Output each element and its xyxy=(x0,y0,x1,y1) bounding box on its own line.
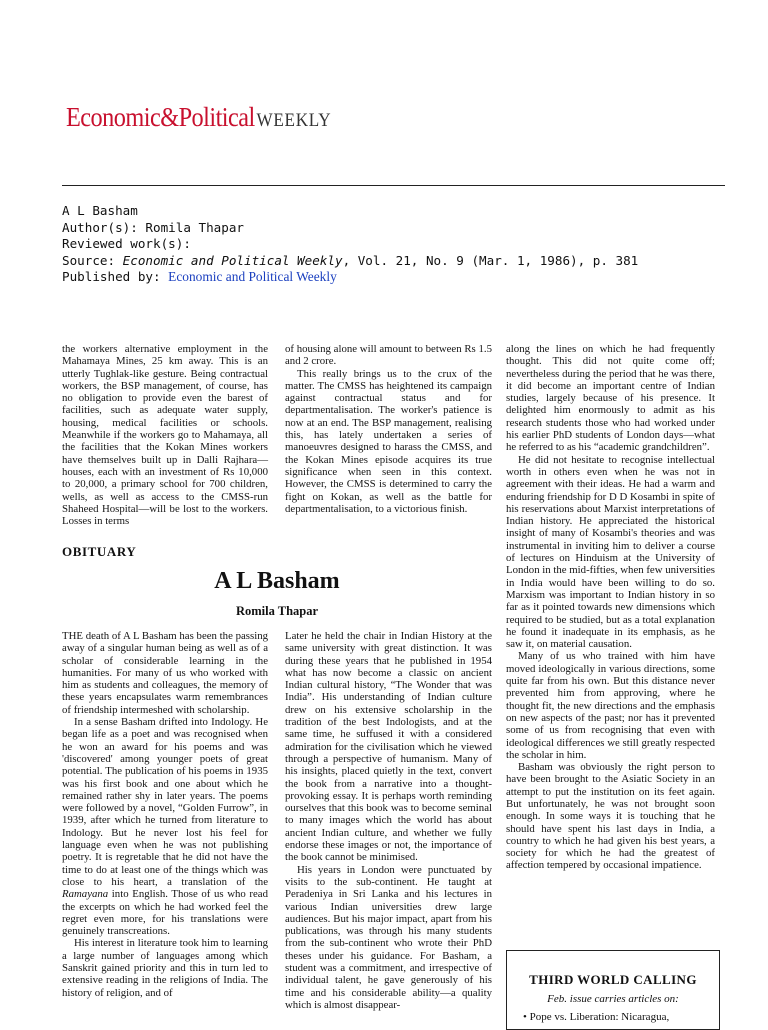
advert-title: THIRD WORLD CALLING xyxy=(529,972,697,987)
masthead-political: Political xyxy=(178,102,255,132)
prev-article-text-col2-b: This really brings us to the crux of the matter. The CMSS has heightened its campaign against contractual status and for departmentalisation. The worker's patience is now at an end. The BSP management, realising this, has lately undertaken a series of manoeuvres designed to harass the CMSS, and the Kokan Mines episode acquires its true significance when seen in this context. However, the CMSS is determined to carry the fight on Kokan, as well as the battle for departmentalisation, to a victorious finish. xyxy=(285,367,492,515)
citation-authors xyxy=(62,220,638,237)
obituary-paragraph: His interest in literature took him to learning a large number of languages among which Sanskrit gained priority and this in turn led to extensive reading in the religions of India. The history of religion, and of xyxy=(62,937,268,999)
obituary-paragraph: Many of us who trained with him have moved ideologically in various directions, some quite far from his own. But this distance never prevented him from approving, where he thought fit, the new directions and the emphasis on new aspects of the past; nor has it prevented some of us from recognising that even with ideological differences we still greatly respected the scholar in him. xyxy=(506,650,715,761)
citation-reviewed: Reviewed work(s): xyxy=(62,236,191,252)
publisher-link[interactable]: Economic and Political Weekly xyxy=(168,269,337,285)
source-label: Source: xyxy=(62,252,116,268)
obituary-paragraph: Later he held the chair in Indian History at the same university with great distinction. It was during these years that he published in 1954 what has now become a classic on ancient Indian cultural history, “The Wonder that was India”. His understanding of Indian culture drew on his extensive scholarship in the tradition of the best Indologists, and at the same time, he suffused it with a considered admiration for the civilisation which he viewed through a perspective of humanism. Many of his insights, placed quietly in the text, convert the book from a narrative into a thought-provoking essay. It is perhaps worth reminding ourselves that this book was to become seminal to many images which the world has about ancient Indian culture, and whether we fully endorse these images or not, the importance of the book cannot be minimised. xyxy=(285,630,492,864)
obituary-paragraph: He did not hesitate to recognise intellectual worth in others even when he was not in agreement with their ideas. He had a warm and enduring friendship for D D Kosambi in spite of his reservations about Marxist interpretations of Indian history. He appreciated the historical insight of many of Kosambi's theories and was instrumental in inviting him to deliver a course of lectures on Hinduism at the University of London in the mid-fifties, when few universities in India would have been willing to do so. Marxism was important to Indian history in so far as it pointed towards new dimensions which required to be studied, but as a total explanation he found it inadequate in its emphasis, as he saw it, on material causation. xyxy=(506,453,715,651)
article-headline: A L Basham xyxy=(214,568,340,594)
citation-source xyxy=(62,253,638,270)
obituary-column-1 xyxy=(62,630,268,999)
obituary-paragraph: along the lines on which he had frequently thought. This did not quite come off; nevertheless during the period that he was there, it did become an important centre of Indian studies, largely because of his presence. It delighted him enormously to admit as his research students those who had worked under his earlier PhD students of London days—what he referred to as his “academic grandchildren”. xyxy=(506,343,715,454)
obituary-paragraph: Basham was obviously the right person to have been brought to the Asiatic Society in an attempt to put the institution on its feet again. But unfortunately, he was not brought soon enough. In some ways it is touching that he should have spent his last days in India, a country to which he had given his best years, a society for which he had the greatest of affection tempered by occasional impatience. xyxy=(506,761,715,872)
masthead-ampersand: & xyxy=(160,102,179,132)
advert-subtitle: Feb. issue carries articles on: xyxy=(547,993,679,1005)
obituary-paragraph xyxy=(62,716,268,937)
masthead-logo xyxy=(66,102,331,133)
prev-article-text-col1: the workers alternative employment in the Mahamaya Mines, 25 km away. This is an utterly Tughlak-like gesture. Being contractual workers, the BSP management, of course, has no obligation to provide even the barest of facilities, such as adequate water supply, housing, medical facilities or schools. Meanwhile if the workers go to Mahamaya, all the facilities that the Kokan Mines workers have themselves built up in Dalli Rajhara—houses, each with an investment of Rs 10,000 to 20,000, a primary school for 700 children, wells, as well as access to the CMSS-run Shaheed Hospital—will be lost to the workers. Losses in terms xyxy=(62,343,268,528)
publisher-label: Published by: xyxy=(62,269,161,285)
advert-item: • Pope vs. Liberation: Nicaragua, xyxy=(523,1011,670,1023)
citation-publisher xyxy=(62,269,638,286)
obituary-column-2 xyxy=(285,630,492,1011)
section-label: OBITUARY xyxy=(62,544,137,559)
authors-value: Romila Thapar xyxy=(145,219,244,235)
header-rule xyxy=(62,185,725,186)
source-journal: Economic and Political Weekly xyxy=(122,252,343,268)
paragraph-text: into English. Those of us who read the excerpts on which he had worked feel the regret even more, for his translations were genuinely transcreations. xyxy=(62,888,268,938)
source-details: , Vol. 21, No. 9 (Mar. 1, 1986), p. 381 xyxy=(342,252,639,268)
citation-block xyxy=(62,203,638,286)
ramayana-title: Ramayana xyxy=(62,888,109,901)
article-byline: Romila Thapar xyxy=(235,604,319,618)
obituary-paragraph: His years in London were punctuated by visits to the sub-continent. He taught at Peradeniya in Sri Lanka and his lectures in various Indian universities drew large audiences. But his major impact, apart from his publications, was through his many students from the sub-continent who wrote their PhD theses under his guidance. For Basham, a student was a commitment, and irrespective of individual talent, he gave generously of his time and his considerable ability—a quality which is almost disappear- xyxy=(285,863,492,1011)
masthead-weekly: WEEKLY xyxy=(256,110,332,131)
obituary-column-3 xyxy=(506,343,715,872)
paragraph-text: In a sense Basham drifted into Indology. He began life as a poet and was recognised when he won an award for his poems and was 'discovered' among younger poets of great potential. The publication of his poems in 1935 was his first book and one about which he remained rather shy in later years. The poems were followed by a novel, “Golden Furrow”, in 1939, after which he turned from literature to Indology. But he never lost his feel for language even when he was not publishing poetry. It is regretable that he did not have the time to do at least one of the things which was close to his heart, a translation of the xyxy=(62,716,268,888)
masthead-economic: Economic xyxy=(66,102,161,132)
obituary-paragraph: THE death of A L Basham has been the passing away of a singular human being as well as of a scholar of considerable learning in the humanities. For many of us who worked with him as students and colleagues, the memory of these years encapsulates warm remembrances of friendship intermeshed with scholarship. xyxy=(62,630,268,716)
column-1-top xyxy=(62,343,268,527)
authors-label: Author(s): xyxy=(62,219,138,235)
prev-article-text-col2-a: of housing alone will amount to between Rs 1.5 and 2 crore. xyxy=(285,343,492,368)
column-2-top xyxy=(285,343,492,515)
citation-title: A L Basham xyxy=(62,203,138,218)
